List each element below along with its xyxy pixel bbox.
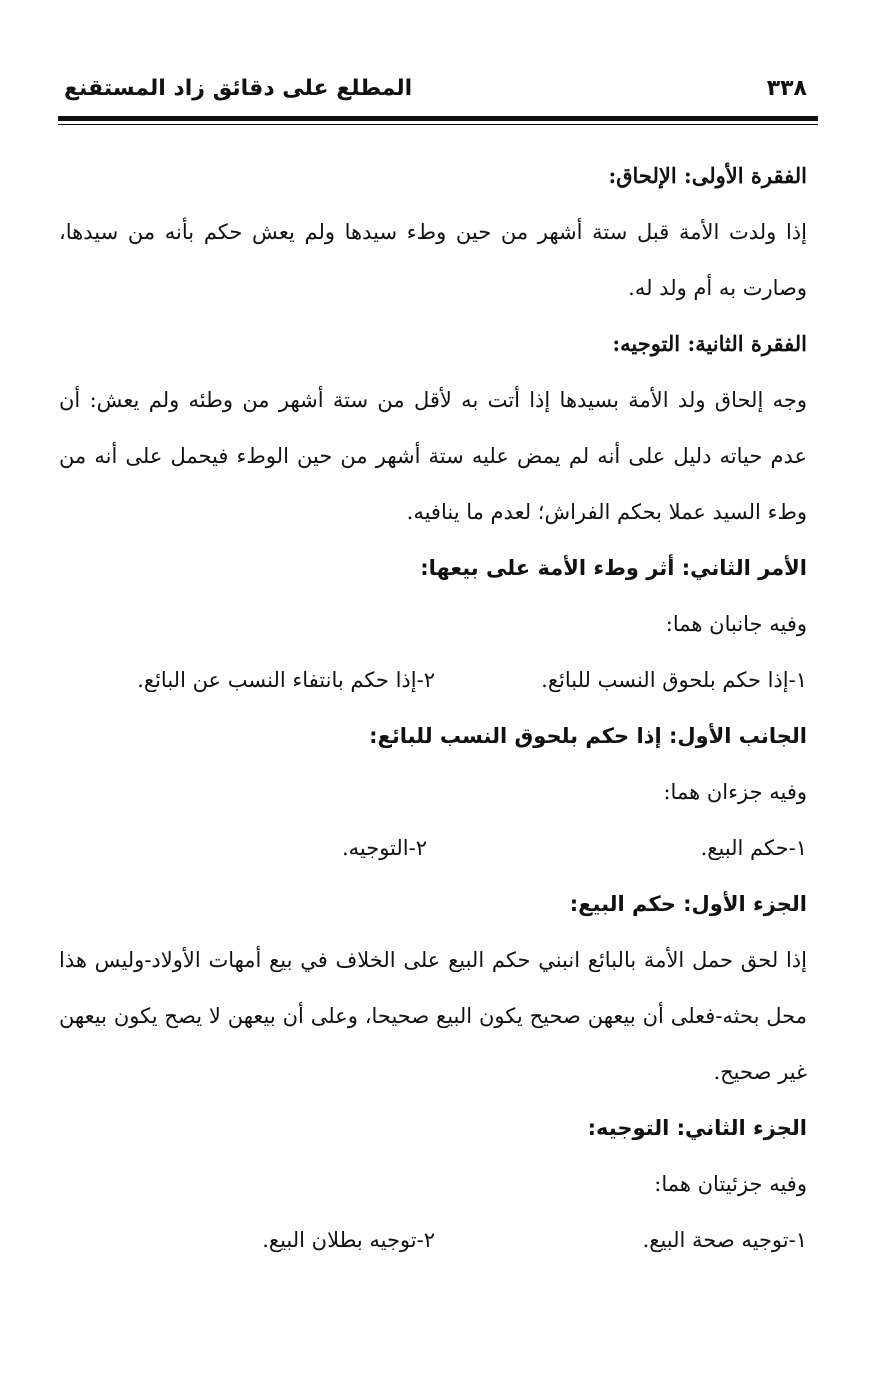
section-heading: الفقرة الثانية: التوجيه: bbox=[612, 331, 807, 356]
list-item: ١-حكم البيع. bbox=[700, 836, 807, 860]
paragraph: وفيه جزءان هما: bbox=[663, 780, 807, 804]
list-item: ١-إذا حكم بلحوق النسب للبائع. bbox=[541, 668, 807, 692]
paragraph: إذا ولدت الأمة قبل ستة أشهر من حين وطء سيدها ولم يعش حكم بأنه من سيدها، وصارت به أم ولد له. bbox=[59, 220, 807, 300]
running-title: المطلع على دقائق زاد المستقنع bbox=[64, 76, 413, 101]
page-number: ٣٣٨ bbox=[766, 76, 807, 101]
header-rule-thick bbox=[58, 116, 818, 121]
paragraph: وفيه جانبان هما: bbox=[665, 612, 807, 636]
list-item: ٢-التوجيه. bbox=[341, 836, 427, 860]
paragraph: وجه إلحاق ولد الأمة بسيدها إذا أتت به لأقل من ستة أشهر من وطئه ولم يعش: أن عدم حياته دليل على أنه لم يمض عليه ستة أشهر من حين الوطء فيحمل على أنه من وطء السيد عملا بحكم الفراش؛ لعدم ما ينافيه. bbox=[59, 388, 807, 524]
list-item: ٢-توجيه بطلان البيع. bbox=[262, 1228, 435, 1252]
paragraph: وفيه جزئيتان هما: bbox=[654, 1172, 807, 1196]
list-item: ٢-إذا حكم بانتفاء النسب عن البائع. bbox=[137, 668, 435, 692]
paragraph: إذا لحق حمل الأمة بالبائع انبني حكم البيع على الخلاف في بيع أمهات الأولاد-وليس هذا محل بحثه-فعلى أن بيعهن صحيح يكون البيع صحيحا، وعلى أن بيعهن لا يصح يكون بيعهن غير صحيح. bbox=[59, 948, 807, 1084]
section-heading: الأمر الثاني: أثر وطء الأمة على بيعها: bbox=[420, 556, 807, 580]
section-heading: الفقرة الأولى: الإلحاق: bbox=[608, 163, 807, 188]
numbered-list bbox=[59, 1212, 807, 1268]
section-heading: الجانب الأول: إذا حكم بلحوق النسب للبائع: bbox=[369, 724, 807, 748]
section-heading: الجزء الأول: حكم البيع: bbox=[569, 892, 807, 916]
numbered-list bbox=[59, 820, 807, 876]
section-heading: الجزء الثاني: التوجيه: bbox=[587, 1116, 807, 1140]
list-item: ١-توجيه صحة البيع. bbox=[642, 1228, 807, 1252]
header-rule-thin bbox=[58, 124, 818, 125]
page-content bbox=[59, 148, 807, 1268]
numbered-list bbox=[59, 652, 807, 708]
